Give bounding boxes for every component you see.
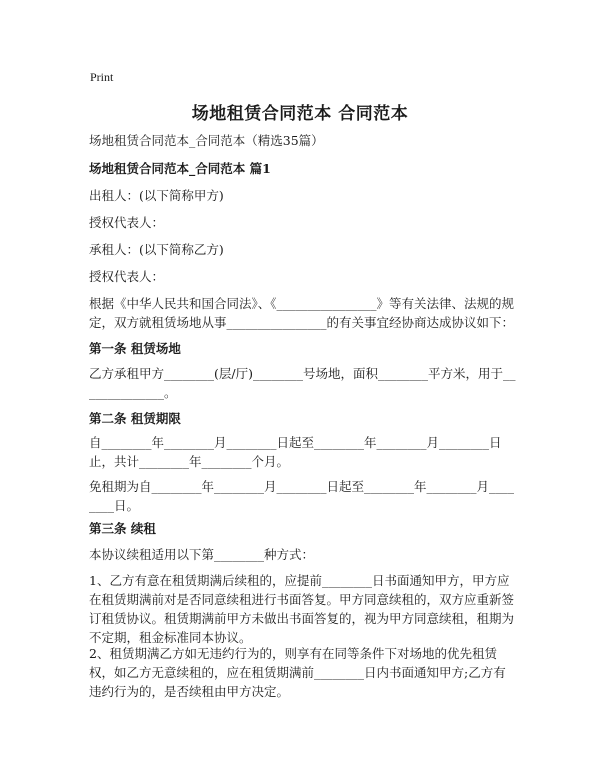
print-label: Print [90,70,114,84]
article-heading: 场地租赁合同范本_合同范本 篇1 [89,161,271,176]
section2-heading: 第二条 租赁期限 [89,411,181,426]
section3-heading: 第三条 续租 [89,521,156,536]
lessee-line: 承租人：(以下简称乙方) [89,242,224,257]
page-title: 场地租赁合同范本 合同范本 [191,104,409,124]
section2-free-period: 免租期为自________年________月________日起至________年________月________日。 [89,479,515,513]
lessee-agent-line: 授权代表人： [89,269,165,284]
intro-paragraph: 根据《中华人民共和国合同法》、《________________》等有关法律、法规的规定，双方就租赁场地从事________________的有关事宜经协商达成协议如下： [89,296,515,330]
section3-item1: 1、乙方有意在租赁期满后续租的，应提前________日书面通知甲方，甲方应在租赁期满前对是否同意续租进行书面答复。甲方同意续租的，双方应重新签订租赁协议。租赁期满前甲方未做出书面答复的，视为甲方同意续租，租期为不定期，租金标准同本协议。 [89,573,515,645]
lessor-line: 出租人：(以下简称甲方) [89,188,224,203]
section3-intro: 本协议续租适用以下第________种方式： [89,547,315,562]
section1-heading: 第一条 租赁场地 [89,341,181,356]
subtitle: 场地租赁合同范本_合同范本（精选35篇） [89,133,324,148]
lessor-agent-line: 授权代表人： [89,215,165,230]
section3-item2: 2、租赁期满乙方如无违约行为的，则享有在同等条件下对场地的优先租赁权，如乙方无意续租的，应在租赁期满前________日内书面通知甲方;乙方有违约行为的，是否续租由甲方决定。 [89,646,506,699]
section1-body: 乙方承租甲方________(层/厅)________号场地，面积________平方米，用于______________。 [89,366,516,400]
section2-term: 自________年________月________日起至________年________月________日止，共计________年________个月。 [89,435,502,469]
